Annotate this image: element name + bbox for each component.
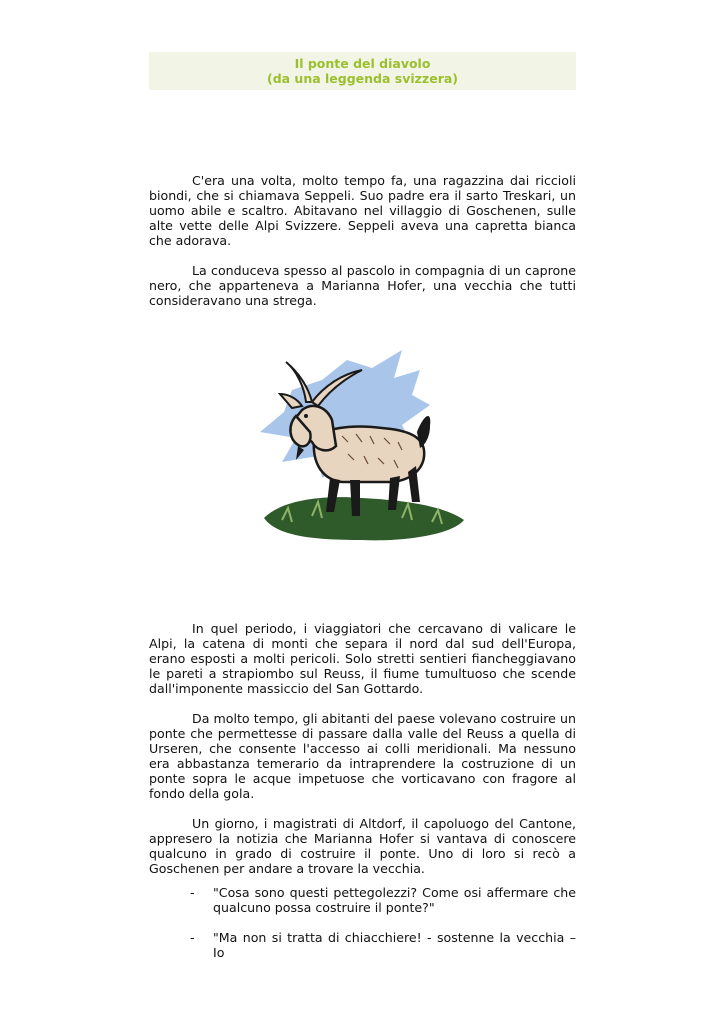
title-line-1: Il ponte del diavolo bbox=[294, 56, 431, 71]
paragraph: La conduceva spesso al pascolo in compagnia di un caprone nero, che apparteneva a Marianna Hofer, una vecchia che tutti consideravano una strega. bbox=[149, 263, 576, 308]
paragraph: Un giorno, i magistrati di Altdorf, il capoluogo del Cantone, appresero la notizia che Marianna Hofer si vantava di conoscere qualcuno in grado di costruire il ponte. Uno di loro si recò a Goschenen per andare a trovare la vecchia. bbox=[149, 816, 576, 876]
title-line-2: (da una leggenda svizzera) bbox=[266, 71, 458, 86]
dialogue-list bbox=[149, 885, 576, 960]
dialogue-text: "Cosa sono questi pettegolezzi? Come osi affermare che qualcuno possa costruire il ponte?" bbox=[213, 885, 576, 915]
dialogue-item bbox=[149, 885, 576, 915]
main-section bbox=[149, 621, 576, 876]
title-box bbox=[149, 52, 576, 90]
paragraph: In quel periodo, i viaggiatori che cercavano di valicare le Alpi, la catena di monti che separa il nord dal sud dell'Europa, erano esposti a molti pericoli. Solo stretti sentieri fiancheggiavano le pareti a strapiombo sul Reuss, il fiume tumultuoso che scende dall'imponente massiccio del San Gottardo. bbox=[149, 621, 576, 696]
intro-section bbox=[149, 173, 576, 308]
dialogue-dash: - bbox=[190, 930, 195, 945]
dialogue-dash: - bbox=[190, 885, 195, 900]
dialogue-item bbox=[149, 930, 576, 960]
goat-illustration-icon bbox=[252, 350, 472, 546]
paragraph: Da molto tempo, gli abitanti del paese volevano costruire un ponte che permettesse di passare dalla valle del Reuss a quella di Urseren, che consente l'accesso ai colli meridionali. Ma nessuno era abbastanza temerario da intraprendere la costruzione di un ponte sopra le acque impetuose che vorticavano con fragore al fondo della gola. bbox=[149, 711, 576, 801]
dialogue-text: "Ma non si tratta di chiacchiere! - sostenne la vecchia – Io bbox=[213, 930, 576, 960]
paragraph: C'era una volta, molto tempo fa, una ragazzina dai riccioli biondi, che si chiamava Seppeli. Suo padre era il sarto Treskari, un uomo abile e scaltro. Abitavano nel villaggio di Goschenen, sulle alte vette delle Alpi Svizzere. Seppeli aveva una capretta bianca che adorava. bbox=[149, 173, 576, 248]
